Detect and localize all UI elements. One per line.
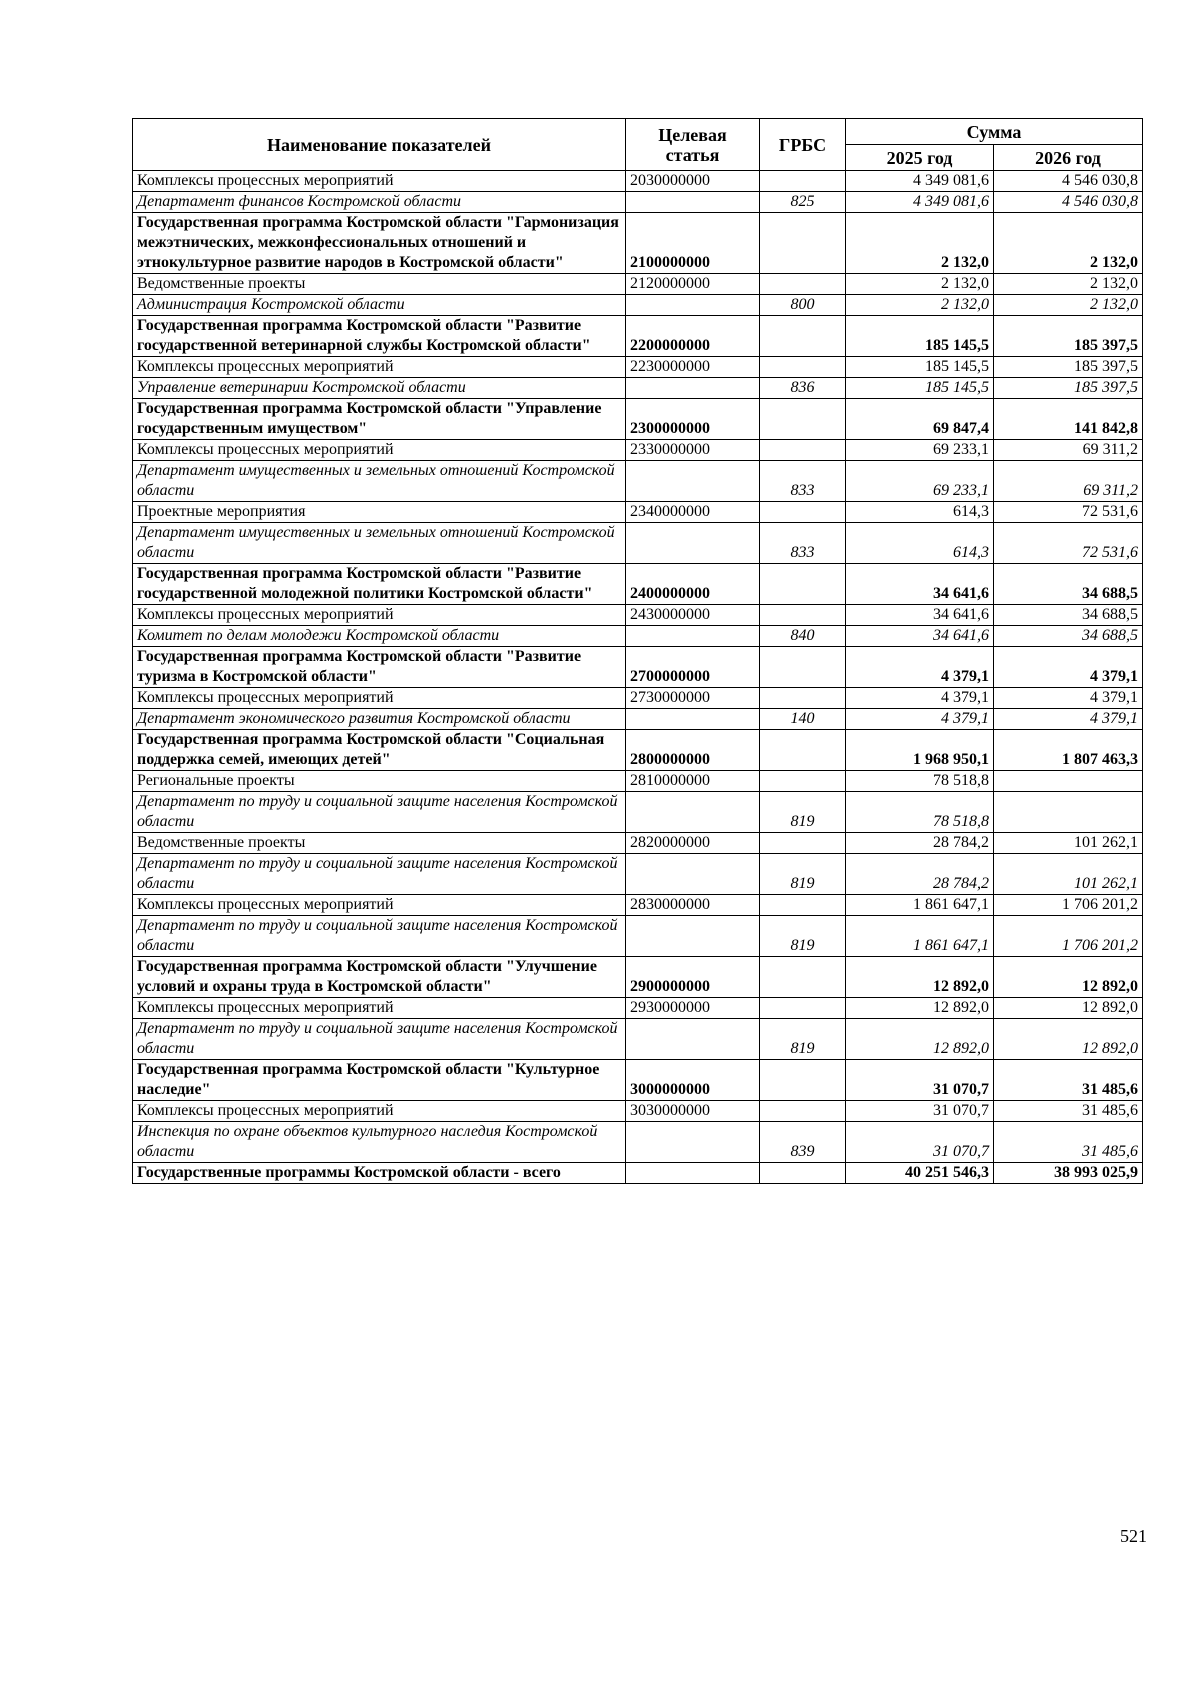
row-grbs xyxy=(760,274,846,295)
row-grbs xyxy=(760,171,846,192)
row-name: Инспекция по охране объектов культурного наследия Костромской области xyxy=(133,1122,626,1163)
row-grbs: 800 xyxy=(760,295,846,316)
row-target-article: 2700000000 xyxy=(626,647,760,688)
row-sum-2025: 185 145,5 xyxy=(846,357,994,378)
row-target-article: 2730000000 xyxy=(626,688,760,709)
row-name: Комплексы процессных мероприятий xyxy=(133,998,626,1019)
row-target-article xyxy=(626,854,760,895)
row-target-article xyxy=(626,916,760,957)
row-name: Департамент финансов Костромской области xyxy=(133,192,626,213)
row-grbs: 840 xyxy=(760,626,846,647)
row-target-article: 2340000000 xyxy=(626,502,760,523)
row-sum-2026: 101 262,1 xyxy=(994,833,1143,854)
row-sum-2025: 28 784,2 xyxy=(846,854,994,895)
table-header xyxy=(133,119,1143,171)
row-name: Департамент имущественных и земельных отношений Костромской области xyxy=(133,523,626,564)
row-sum-2025: 1 861 647,1 xyxy=(846,916,994,957)
row-target-article: 2400000000 xyxy=(626,564,760,605)
row-sum-2026: 31 485,6 xyxy=(994,1122,1143,1163)
row-sum-2025: 12 892,0 xyxy=(846,957,994,998)
row-target-article: 2800000000 xyxy=(626,730,760,771)
table-row xyxy=(133,1163,1143,1184)
table-row xyxy=(133,916,1143,957)
row-grbs xyxy=(760,564,846,605)
row-sum-2026: 38 993 025,9 xyxy=(994,1163,1143,1184)
row-sum-2025: 2 132,0 xyxy=(846,274,994,295)
row-grbs: 819 xyxy=(760,792,846,833)
row-target-article: 2030000000 xyxy=(626,171,760,192)
row-name: Комплексы процессных мероприятий xyxy=(133,605,626,626)
row-sum-2026: 34 688,5 xyxy=(994,605,1143,626)
row-sum-2026: 34 688,5 xyxy=(994,564,1143,605)
table-row xyxy=(133,1060,1143,1101)
row-sum-2026: 69 311,2 xyxy=(994,440,1143,461)
row-name: Управление ветеринарии Костромской области xyxy=(133,378,626,399)
row-name: Ведомственные проекты xyxy=(133,833,626,854)
header-grbs: ГРБС xyxy=(760,119,846,171)
table-row xyxy=(133,378,1143,399)
row-name: Департамент по труду и социальной защите населения Костромской области xyxy=(133,1019,626,1060)
header-sum: Сумма xyxy=(846,119,1143,145)
row-grbs xyxy=(760,213,846,274)
row-grbs xyxy=(760,957,846,998)
table-row xyxy=(133,523,1143,564)
row-target-article xyxy=(626,295,760,316)
header-year-2025: 2025 год xyxy=(846,145,994,171)
row-name: Государственные программы Костромской области - всего xyxy=(133,1163,626,1184)
row-target-article: 2230000000 xyxy=(626,357,760,378)
row-target-article: 3030000000 xyxy=(626,1101,760,1122)
row-target-article: 2900000000 xyxy=(626,957,760,998)
row-grbs: 833 xyxy=(760,523,846,564)
row-target-article xyxy=(626,1163,760,1184)
row-sum-2026: 101 262,1 xyxy=(994,854,1143,895)
row-sum-2026: 31 485,6 xyxy=(994,1060,1143,1101)
table-row xyxy=(133,709,1143,730)
row-target-article: 2300000000 xyxy=(626,399,760,440)
row-grbs xyxy=(760,771,846,792)
row-sum-2025: 4 349 081,6 xyxy=(846,192,994,213)
row-target-article xyxy=(626,192,760,213)
row-name: Государственная программа Костромской области "Развитие туризма в Костромской области" xyxy=(133,647,626,688)
row-sum-2026: 1 706 201,2 xyxy=(994,916,1143,957)
row-target-article xyxy=(626,792,760,833)
table-row xyxy=(133,192,1143,213)
table-row xyxy=(133,771,1143,792)
row-grbs xyxy=(760,502,846,523)
row-sum-2026: 12 892,0 xyxy=(994,1019,1143,1060)
row-sum-2025: 34 641,6 xyxy=(846,564,994,605)
table-row xyxy=(133,213,1143,274)
row-sum-2026: 69 311,2 xyxy=(994,461,1143,502)
row-target-article xyxy=(626,378,760,399)
row-sum-2025: 614,3 xyxy=(846,502,994,523)
table-row xyxy=(133,316,1143,357)
row-name: Администрация Костромской области xyxy=(133,295,626,316)
row-sum-2025: 2 132,0 xyxy=(846,295,994,316)
row-target-article xyxy=(626,626,760,647)
row-sum-2026 xyxy=(994,771,1143,792)
row-sum-2026: 72 531,6 xyxy=(994,502,1143,523)
row-target-article: 2810000000 xyxy=(626,771,760,792)
row-name: Государственная программа Костромской области "Управление государственным имуществом" xyxy=(133,399,626,440)
row-target-article: 2830000000 xyxy=(626,895,760,916)
row-target-article: 3000000000 xyxy=(626,1060,760,1101)
row-sum-2025: 1 968 950,1 xyxy=(846,730,994,771)
row-name: Комплексы процессных мероприятий xyxy=(133,688,626,709)
table-row xyxy=(133,792,1143,833)
row-grbs: 819 xyxy=(760,854,846,895)
row-grbs xyxy=(760,730,846,771)
row-sum-2026: 2 132,0 xyxy=(994,213,1143,274)
table-row xyxy=(133,998,1143,1019)
table-row xyxy=(133,854,1143,895)
row-name: Проектные мероприятия xyxy=(133,502,626,523)
row-name: Государственная программа Костромской области "Развитие государственной ветеринарной службы Костромской области" xyxy=(133,316,626,357)
row-name: Комитет по делам молодежи Костромской области xyxy=(133,626,626,647)
row-grbs: 819 xyxy=(760,1019,846,1060)
row-target-article: 2430000000 xyxy=(626,605,760,626)
row-sum-2026: 12 892,0 xyxy=(994,998,1143,1019)
row-grbs xyxy=(760,998,846,1019)
row-name: Государственная программа Костромской области "Социальная поддержка семей, имеющих детей" xyxy=(133,730,626,771)
row-sum-2026: 72 531,6 xyxy=(994,523,1143,564)
row-target-article xyxy=(626,523,760,564)
row-sum-2025: 12 892,0 xyxy=(846,1019,994,1060)
row-sum-2026: 4 546 030,8 xyxy=(994,192,1143,213)
row-target-article xyxy=(626,461,760,502)
row-grbs: 836 xyxy=(760,378,846,399)
table-row xyxy=(133,730,1143,771)
row-name: Департамент по труду и социальной защите населения Костромской области xyxy=(133,916,626,957)
row-sum-2026: 1 706 201,2 xyxy=(994,895,1143,916)
row-grbs xyxy=(760,357,846,378)
table-row xyxy=(133,357,1143,378)
row-grbs xyxy=(760,1101,846,1122)
row-sum-2025: 34 641,6 xyxy=(846,605,994,626)
table-row xyxy=(133,957,1143,998)
row-grbs xyxy=(760,833,846,854)
row-name: Департамент по труду и социальной защите населения Костромской области xyxy=(133,854,626,895)
row-name: Государственная программа Костромской области "Культурное наследие" xyxy=(133,1060,626,1101)
header-target-article: Целевая статья xyxy=(626,119,760,171)
row-sum-2025: 78 518,8 xyxy=(846,771,994,792)
row-sum-2026: 12 892,0 xyxy=(994,957,1143,998)
row-sum-2026: 185 397,5 xyxy=(994,378,1143,399)
row-grbs xyxy=(760,647,846,688)
row-name: Ведомственные проекты xyxy=(133,274,626,295)
row-grbs xyxy=(760,399,846,440)
table-row xyxy=(133,647,1143,688)
table-row xyxy=(133,440,1143,461)
row-name: Комплексы процессных мероприятий xyxy=(133,357,626,378)
budget-table xyxy=(132,118,1143,1184)
table-row xyxy=(133,295,1143,316)
row-sum-2026: 2 132,0 xyxy=(994,295,1143,316)
row-grbs: 833 xyxy=(760,461,846,502)
row-sum-2025: 69 233,1 xyxy=(846,461,994,502)
row-sum-2025: 12 892,0 xyxy=(846,998,994,1019)
table-row xyxy=(133,502,1143,523)
row-name: Департамент по труду и социальной защите населения Костромской области xyxy=(133,792,626,833)
row-sum-2025: 40 251 546,3 xyxy=(846,1163,994,1184)
row-target-article: 2820000000 xyxy=(626,833,760,854)
table-row xyxy=(133,1122,1143,1163)
row-sum-2026: 185 397,5 xyxy=(994,357,1143,378)
row-sum-2025: 78 518,8 xyxy=(846,792,994,833)
row-sum-2026: 4 546 030,8 xyxy=(994,171,1143,192)
row-grbs xyxy=(760,605,846,626)
row-grbs xyxy=(760,895,846,916)
row-sum-2025: 69 233,1 xyxy=(846,440,994,461)
row-sum-2025: 4 379,1 xyxy=(846,709,994,730)
row-grbs xyxy=(760,440,846,461)
row-name: Департамент имущественных и земельных отношений Костромской области xyxy=(133,461,626,502)
row-sum-2026: 185 397,5 xyxy=(994,316,1143,357)
row-sum-2026: 141 842,8 xyxy=(994,399,1143,440)
row-target-article: 2200000000 xyxy=(626,316,760,357)
row-target-article xyxy=(626,1019,760,1060)
table-row xyxy=(133,688,1143,709)
row-target-article: 2330000000 xyxy=(626,440,760,461)
row-target-article xyxy=(626,709,760,730)
row-grbs xyxy=(760,1163,846,1184)
row-grbs: 140 xyxy=(760,709,846,730)
header-name: Наименование показателей xyxy=(133,119,626,171)
row-grbs: 825 xyxy=(760,192,846,213)
table-row xyxy=(133,626,1143,647)
table-row xyxy=(133,1019,1143,1060)
table-row xyxy=(133,564,1143,605)
table-row xyxy=(133,274,1143,295)
row-sum-2025: 1 861 647,1 xyxy=(846,895,994,916)
row-name: Комплексы процессных мероприятий xyxy=(133,1101,626,1122)
row-sum-2025: 4 379,1 xyxy=(846,688,994,709)
row-sum-2025: 4 349 081,6 xyxy=(846,171,994,192)
row-target-article xyxy=(626,1122,760,1163)
row-sum-2025: 185 145,5 xyxy=(846,378,994,399)
table-row xyxy=(133,605,1143,626)
table-row xyxy=(133,461,1143,502)
row-sum-2026: 2 132,0 xyxy=(994,274,1143,295)
row-target-article: 2930000000 xyxy=(626,998,760,1019)
row-name: Государственная программа Костромской области "Улучшение условий и охраны труда в Костромской области" xyxy=(133,957,626,998)
row-sum-2026: 4 379,1 xyxy=(994,647,1143,688)
row-sum-2025: 4 379,1 xyxy=(846,647,994,688)
row-sum-2026: 1 807 463,3 xyxy=(994,730,1143,771)
header-year-2026: 2026 год xyxy=(994,145,1143,171)
table-row xyxy=(133,833,1143,854)
row-grbs: 819 xyxy=(760,916,846,957)
row-sum-2026: 4 379,1 xyxy=(994,688,1143,709)
row-name: Комплексы процессных мероприятий xyxy=(133,895,626,916)
table-body xyxy=(133,171,1143,1184)
table-row xyxy=(133,171,1143,192)
row-sum-2025: 31 070,7 xyxy=(846,1060,994,1101)
row-name: Государственная программа Костромской области "Гармонизация межэтнических, межконфессиональных отношений и этнокультурное развитие народов в Костромской области" xyxy=(133,213,626,274)
row-grbs: 839 xyxy=(760,1122,846,1163)
table-row xyxy=(133,895,1143,916)
row-name: Комплексы процессных мероприятий xyxy=(133,171,626,192)
row-sum-2025: 185 145,5 xyxy=(846,316,994,357)
row-grbs xyxy=(760,1060,846,1101)
row-sum-2025: 69 847,4 xyxy=(846,399,994,440)
page-number: 521 xyxy=(1120,1526,1147,1546)
row-name: Комплексы процессных мероприятий xyxy=(133,440,626,461)
row-sum-2025: 31 070,7 xyxy=(846,1101,994,1122)
row-sum-2025: 614,3 xyxy=(846,523,994,564)
row-target-article: 2100000000 xyxy=(626,213,760,274)
row-grbs xyxy=(760,688,846,709)
row-sum-2025: 34 641,6 xyxy=(846,626,994,647)
row-name: Департамент экономического развития Костромской области xyxy=(133,709,626,730)
row-sum-2025: 28 784,2 xyxy=(846,833,994,854)
row-grbs xyxy=(760,316,846,357)
row-sum-2025: 2 132,0 xyxy=(846,213,994,274)
row-sum-2026: 34 688,5 xyxy=(994,626,1143,647)
row-sum-2026: 31 485,6 xyxy=(994,1101,1143,1122)
row-name: Региональные проекты xyxy=(133,771,626,792)
row-sum-2026: 4 379,1 xyxy=(994,709,1143,730)
row-name: Государственная программа Костромской области "Развитие государственной молодежной политики Костромской области" xyxy=(133,564,626,605)
row-sum-2026 xyxy=(994,792,1143,833)
table-row xyxy=(133,1101,1143,1122)
table-row xyxy=(133,399,1143,440)
row-target-article: 2120000000 xyxy=(626,274,760,295)
row-sum-2025: 31 070,7 xyxy=(846,1122,994,1163)
